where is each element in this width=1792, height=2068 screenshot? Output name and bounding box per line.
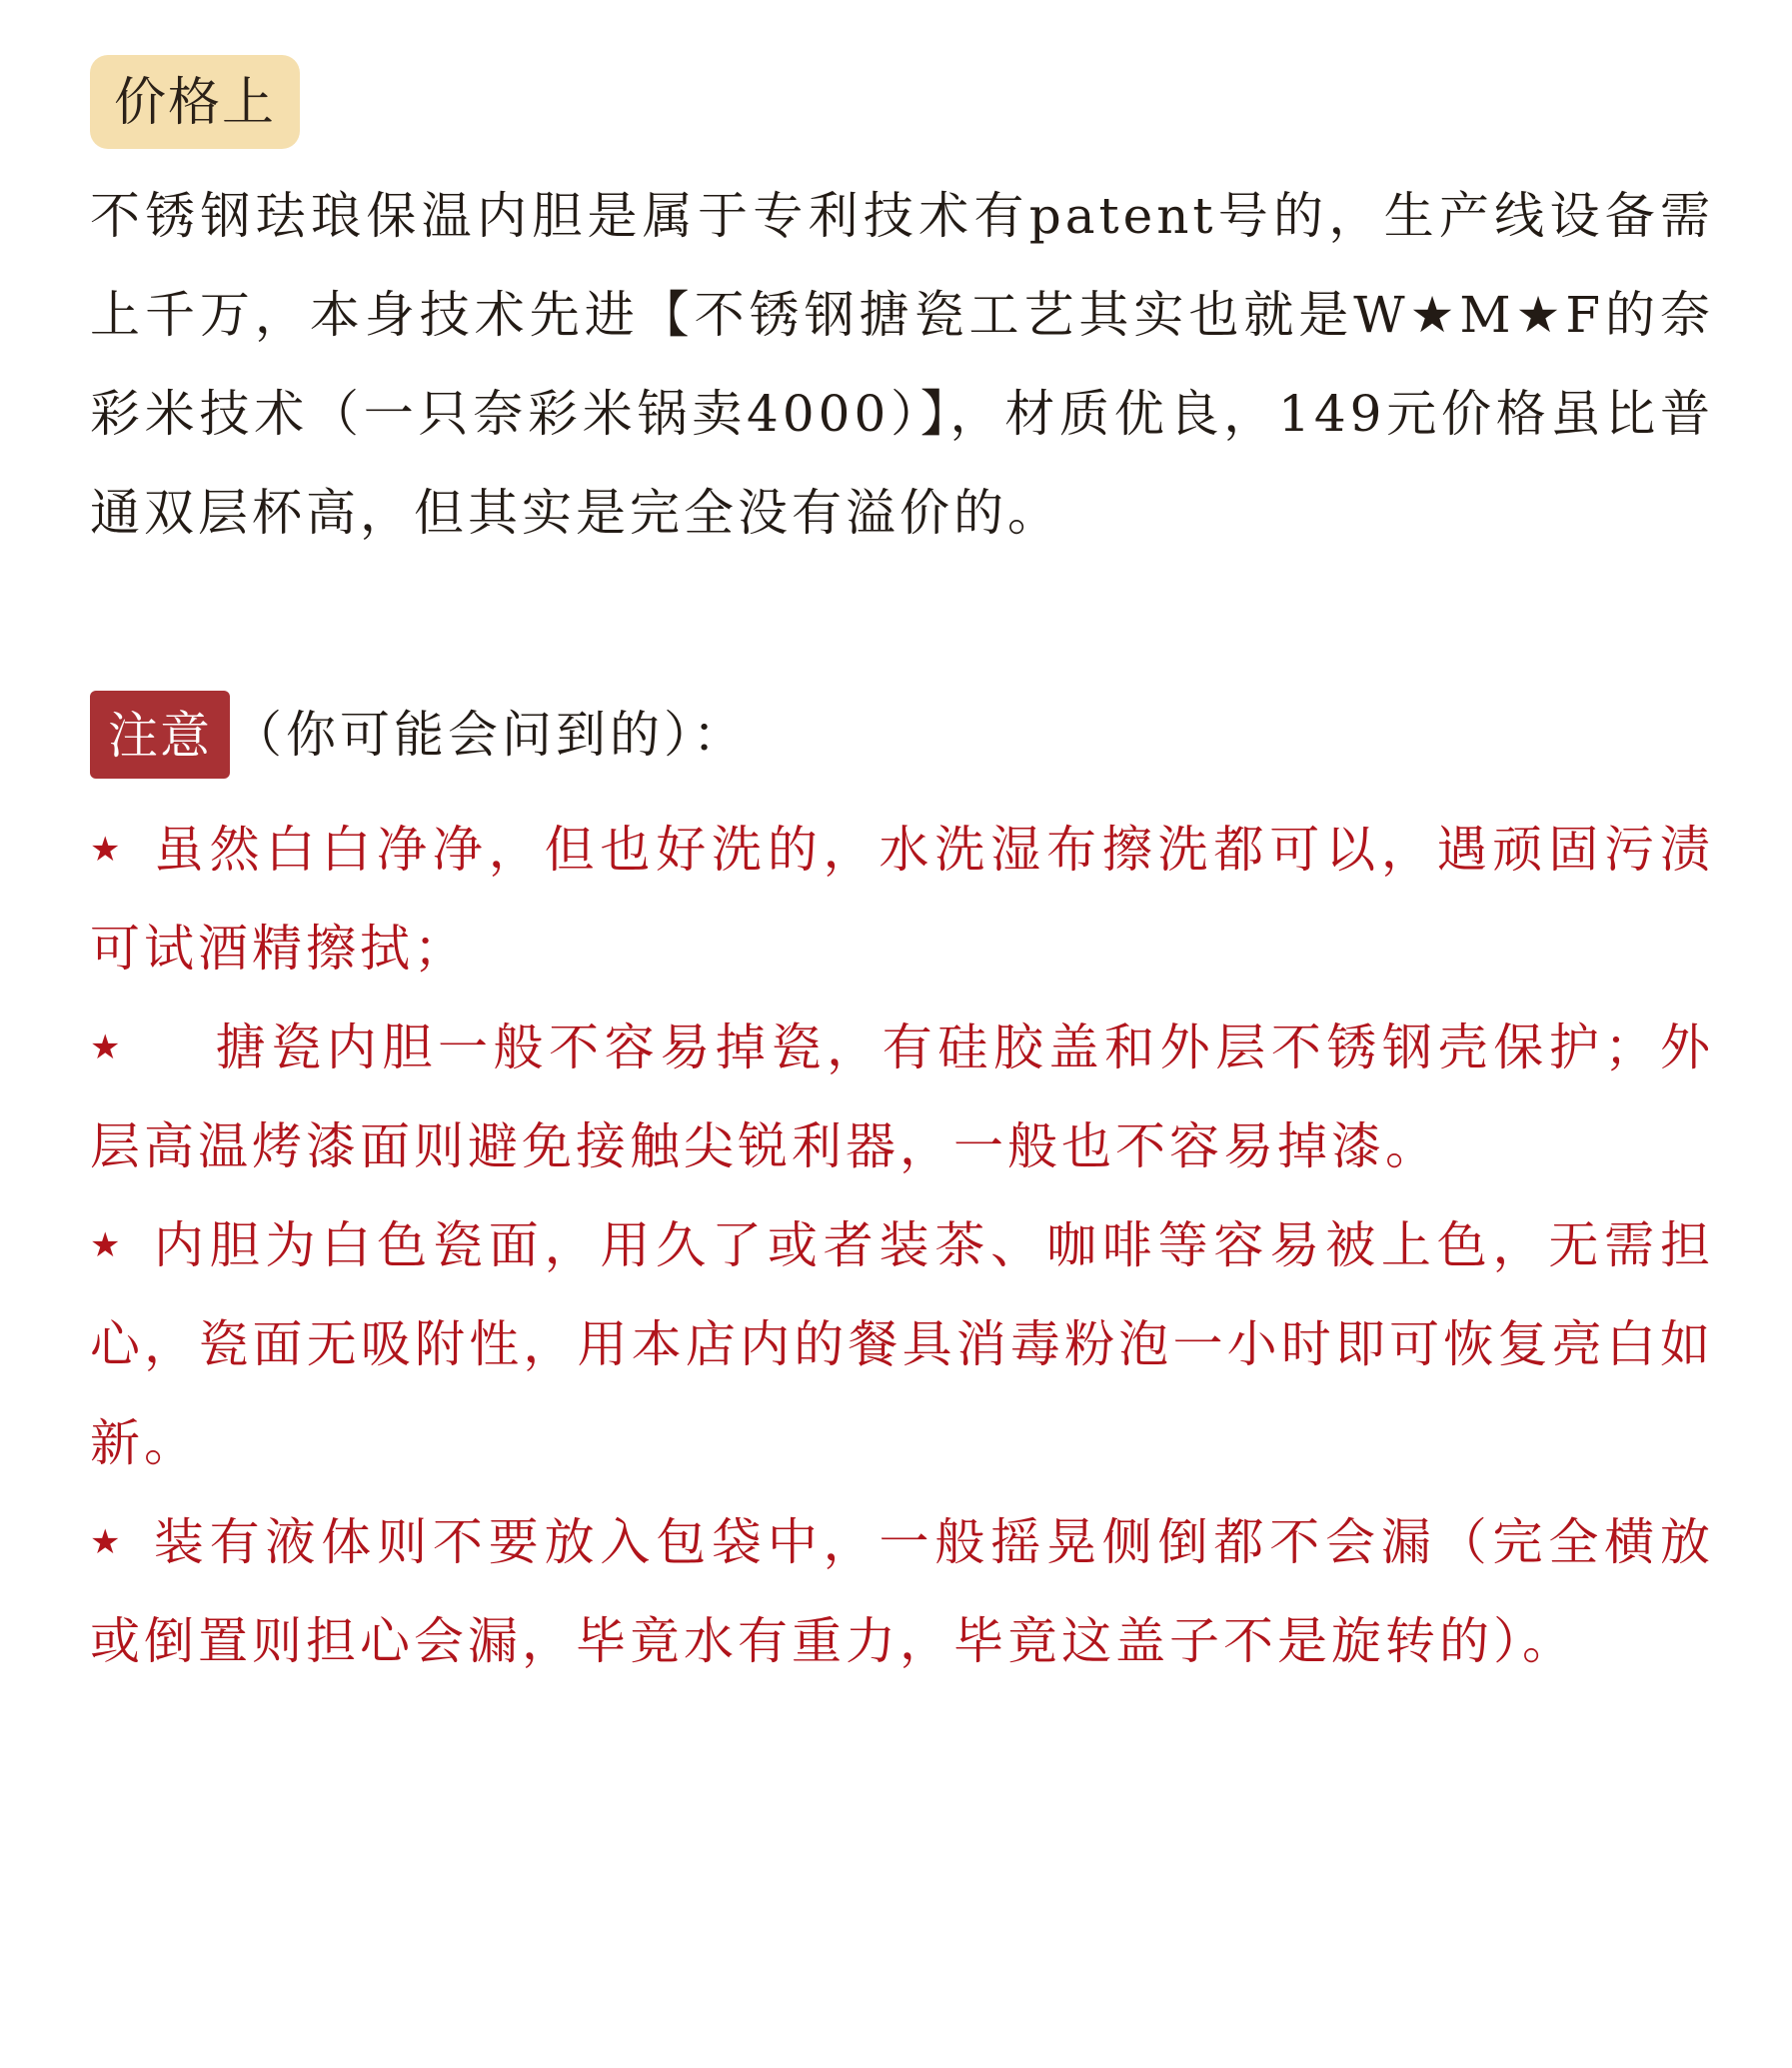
star-icon: ★ <box>90 1522 125 1562</box>
notice-item-cleaning <box>90 801 1714 999</box>
notice-section-tag: 注意 <box>90 691 230 779</box>
star-icon: ★ <box>90 1225 125 1265</box>
notice-item-text: 装有液体则不要放入包袋中，一般摇晃侧倒都不会漏（完全横放或倒置则担心会漏，毕竟水有重力，毕竟这盖子不是旋转的）。 <box>90 1513 1714 1670</box>
notice-list <box>90 801 1714 1691</box>
notice-item-leakage <box>90 1493 1714 1691</box>
notice-item-enamel <box>90 999 1714 1196</box>
notice-item-text: 内胆为白色瓷面，用久了或者装茶、咖啡等容易被上色，无需担心，瓷面无吸附性，用本店内的餐具消毒粉泡一小时即可恢复亮白如新。 <box>90 1216 1714 1472</box>
product-info-page <box>90 55 1714 1691</box>
star-icon: ★ <box>90 1028 125 1067</box>
notice-header <box>90 691 1714 779</box>
notice-subtitle: （你可能会问到的）： <box>232 706 747 764</box>
notice-item-text: 虽然白白净净，但也好洗的，水洗湿布擦洗都可以，遇顽固污渍可试酒精擦拭； <box>90 821 1714 978</box>
notice-item-text: 搪瓷内胆一般不容易掉瓷，有硅胶盖和外层不锈钢壳保护；外层高温烤漆面则避免接触尖锐利器，一般也不容易掉漆。 <box>90 1019 1714 1175</box>
price-description: 不锈钢珐琅保温内胆是属于专利技术有patent号的，生产线设备需上千万，本身技术先进【不锈钢搪瓷工艺其实也就是W★M★F的奈彩米技术（一只奈彩米锅卖4000）】，材质优良，149元价格虽比普通双层杯高，但其实是完全没有溢价的。 <box>90 187 1714 542</box>
notice-item-staining <box>90 1196 1714 1493</box>
price-section-tag: 价格上 <box>90 55 300 149</box>
star-icon: ★ <box>90 830 125 870</box>
